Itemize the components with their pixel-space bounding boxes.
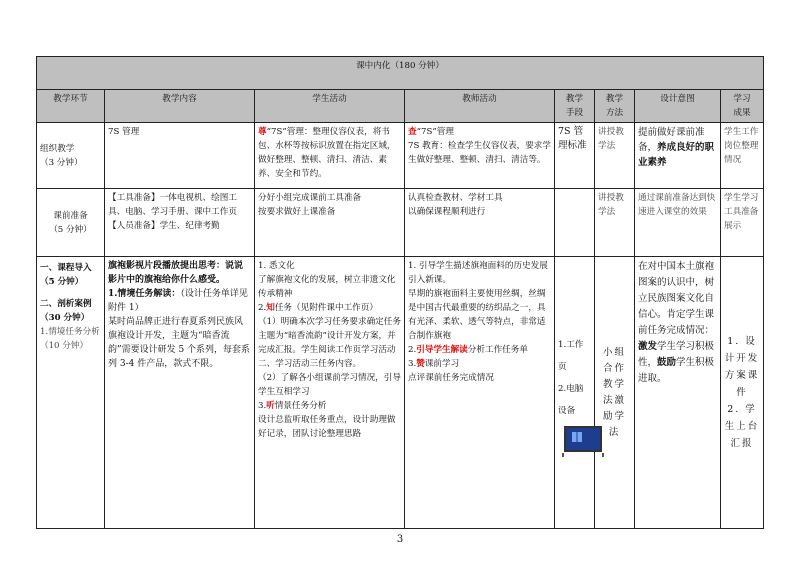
means-cell: 7S 管理标准 [555,123,595,189]
stage-label: 二、剖析案例 [40,299,92,309]
header-content: 教学内容 [105,90,255,123]
intent-cell: 通过课前准备达到快速进入课堂的效果 [635,189,721,257]
table-row [37,189,764,257]
teacher-text: 1. 引导学生描述旗袍面料的历史发展引入新课。 [408,261,548,285]
header-teacher: 教师活动 [405,90,555,123]
stage-label: 课前准备 [53,210,88,221]
stage-label: 一、课程导入 [40,263,92,273]
teacher-text: 分析工作任务单 [467,345,528,355]
student-text: “7S”管理：整理仪容仪表，将书包、水杯等按标识放置在指定区域，做好整理、整顿、清扫、清洁、素养、安全和节约。 [258,127,396,179]
stage-cell [37,123,105,189]
stage-duration: （5 分钟） [40,277,84,287]
stage-cell [37,189,105,257]
content-text: 【工具准备】一体电视机、绘图工具、电脑、学习手册、课中工作页 [108,193,237,217]
stage-duration: （30 分钟） [40,313,90,323]
means-cell [555,189,595,257]
student-step-number: 3. [258,401,267,411]
header-intent: 设计意图 [635,90,721,123]
means-text: 2.电脑设备 [558,383,584,416]
intent-text: 在对中国本土旗袍图案的认识中，树立民族图案文化自信心。肯定学生课前任务完成情况： [638,261,715,336]
intent-emphasis: 鼓励 [657,357,677,368]
outcome-cell: 学生学习工具准备展示 [721,189,764,257]
teacher-text: 早期的旗袍面料主要使用丝绸，丝绸是中国古代最重要的纺织品之一，具有光泽、柔软、透气等特点，非常适合制作旗袍 [408,289,546,341]
student-text: 分好小组完成课前工具准备 [258,193,362,203]
page-number: 3 [396,534,404,545]
stage-label: 组织教学 [40,143,75,154]
teacher-cell [405,189,555,257]
student-text: 任务（见附件课中工作页） [274,303,378,313]
intent-emphasis: 养成良好的职业素养 [638,142,715,168]
student-keyword: 尊 [258,127,267,137]
header-method: 教学 方法 [595,90,635,123]
stage-duration: （5 分钟） [49,224,92,235]
lesson-plan-table [36,56,764,529]
teacher-step-number: 3. [408,359,417,369]
content-cell [105,257,255,529]
intent-cell [635,257,721,529]
content-task-label: 1.情境任务解读： [108,289,181,299]
student-text: 按要求做好上课准备 [258,207,336,217]
teacher-text: 7S 教育：检查学生仪容仪表，要求学生做好整理、整顿、清扫、清洁等。 [408,141,551,165]
intent-emphasis: 激发 [638,341,658,352]
teacher-cell [405,257,555,529]
teacher-keyword: 查 [408,127,417,137]
outcome-cell [721,257,764,529]
method-cell: 小组合作教学法激励学法 [595,257,635,529]
table-row [37,257,764,529]
teacher-cell [405,123,555,189]
student-text: 情景任务分析 [274,401,327,411]
content-task-ref: （设计任务单详见附件 1） [108,289,248,313]
content-text: 【人员准备】学生、纪律考勤 [108,221,220,231]
teacher-text: 认真检查教材、学材工具 [408,193,503,203]
teacher-keyword: 赞 [416,359,425,369]
method-cell: 讲授教学法 [595,189,635,257]
student-cell [255,257,405,529]
intent-text: 提前做好课前准备， [638,127,705,153]
student-keyword: 知 [266,303,275,313]
outcome-text: 1. 设计开发方案课件 [724,336,760,398]
student-text: 1. 悉文化 [258,261,295,271]
intent-cell [635,123,721,189]
student-step-number: 2. [258,303,267,313]
method-cell: 讲授教学法 [595,123,635,189]
student-cell [255,123,405,189]
student-text: （1）明确本次学习任务要求确定任务主题为“暗香流韵”设计开发方案，并完成汇报。学生阅读工作页学习活动二、学习活动三任务内容。 [258,317,401,369]
table-row [37,123,764,189]
content-cell: 7S 管理 [105,123,255,189]
teacher-text: 点评课前任务完成情况 [408,373,494,383]
student-text: 了解旗袍文化的发展，树立非遗文化传承精神 [258,275,396,299]
outcome-text: 2. 学生上台汇报 [724,404,760,449]
header-student: 学生活动 [255,90,405,123]
header-means: 教学 手段 [555,90,595,123]
smart-board-icon [564,426,602,452]
teacher-text: 课前学习 [424,359,460,369]
teacher-step-number: 2. [408,345,417,355]
header-outcome: 学习 成果 [721,90,764,123]
means-cell [555,257,595,529]
student-text: （2）了解各小组课前学习情况，引导学生互相学习 [258,373,401,397]
means-text: 1.工作页 [558,339,584,372]
stage-duration: （3 分钟） [40,157,83,168]
stage-label: 1.情境任务分析 [40,327,100,337]
section-title: 课中内化（180 分钟） [37,57,764,90]
content-lead: 旗袍影视片段播放提出思考：说说影片中的旗袍给你什么感受。 [108,261,244,285]
intent-text: 学生积极进取。 [638,357,715,384]
teacher-text: “7S”管理 [416,127,454,137]
content-task-body: 某时尚品牌正进行春夏系列民族风旗袍设计开发，主题为“暗香流韵”需要设计研发 5 个系列，每套系列 3-4 件产品，款式不限。 [108,317,251,369]
stage-duration: （10 分钟） [40,341,89,351]
header-stage: 教学环节 [37,90,105,123]
teacher-text: 以确保课程顺利进行 [408,207,486,217]
student-keyword: 听 [266,401,275,411]
content-cell [105,189,255,257]
header-row [37,90,764,123]
student-cell [255,189,405,257]
student-text: 设计总监听取任务重点，设计助理做好记录，团队讨论整理思路 [258,415,396,439]
outcome-cell: 学生工作岗位整理情况 [721,123,764,189]
intent-text: 学生学习积极性， [638,341,715,368]
stage-cell [37,257,105,529]
teacher-keyword: 引导学生解读 [416,345,468,355]
